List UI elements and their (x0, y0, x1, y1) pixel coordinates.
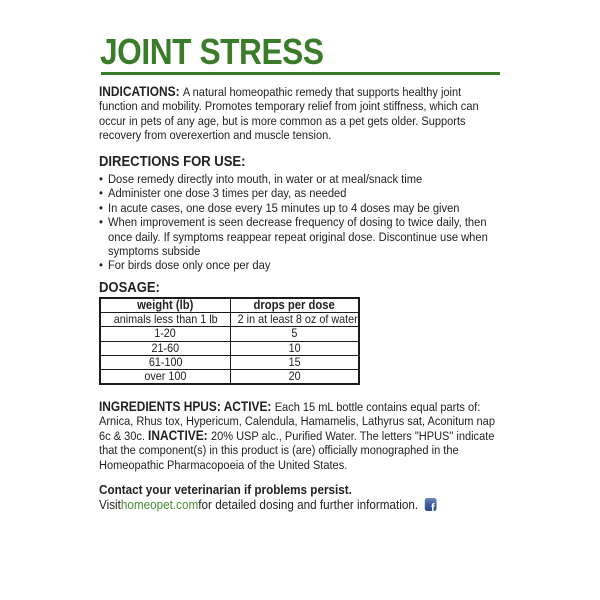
dosage-table (99, 297, 360, 385)
facebook-icon[interactable] (424, 498, 436, 511)
table-header-row (100, 298, 359, 313)
page-title-text: JOINT STRESS (100, 31, 324, 72)
direction-item-text: Administer one dose 3 times per day, as needed (108, 186, 347, 201)
table-header-weight: weight (lb) (100, 298, 230, 313)
direction-item-text: In acute cases, one dose every 15 minutes up to 4 doses may be given (108, 200, 460, 215)
table-header-drops: drops per dose (230, 298, 359, 313)
directions-heading: DIRECTIONS FOR USE: (99, 154, 246, 170)
table-cell-drops: 20 (230, 369, 359, 384)
table-cell-drops: 2 in at least 8 oz of water (230, 313, 359, 327)
table-row (100, 313, 359, 327)
bullet-icon: • (99, 215, 103, 230)
indications-text: A natural homeopathic remedy that supports healthy joint function and mobility. Promotes temporary relief from joint stiffness, which can occur in pets of any age, but is more common as a pet gets older. Supports recovery from overexertion and muscle tension. (99, 85, 479, 143)
page-title (100, 33, 354, 71)
table-row (100, 369, 359, 384)
table-cell-drops: 10 (230, 341, 359, 355)
table-row (100, 341, 359, 355)
ingredients-active-text: Each 15 mL bottle contains equal parts of: Arnica, Rhus tox, Hypericum, Calendula, Hamamelis, Lathyrus sat, Aconitum nap 6c & 30c. (99, 400, 495, 443)
direction-item (99, 172, 495, 186)
bullet-icon: • (99, 258, 103, 273)
bullet-icon: • (99, 200, 103, 215)
ingredients-active-label: INGREDIENTS HPUS: ACTIVE: (99, 399, 275, 414)
direction-item-text: When improvement is seen decrease frequency of dosing to twice daily, then once daily. If symptoms reappear repeat original dose. Discontinue use when symptoms subside (108, 215, 488, 259)
direction-item-text: Dose remedy directly into mouth, in water or at meal/snack time (108, 172, 423, 186)
facebook-f-glyph: f (431, 501, 435, 511)
table-cell-drops: 5 (230, 327, 359, 341)
direction-item (99, 215, 495, 258)
table-cell-weight: 1-20 (100, 327, 230, 341)
homeopet-link[interactable]: homeopet.com (120, 497, 199, 512)
table-cell-weight: over 100 (100, 369, 230, 384)
contact-note: Contact your veterinarian if problems persist. (99, 482, 352, 497)
visit-line (99, 497, 474, 512)
visit-suffix: for detailed dosing and further information. (198, 497, 419, 512)
table-row (100, 355, 359, 369)
ingredients-inactive-label: INACTIVE: (148, 427, 211, 443)
table-cell-weight: animals less than 1 lb (100, 313, 230, 327)
directions-list (99, 172, 495, 273)
bullet-icon: • (99, 186, 103, 201)
ingredients-inactive-text: 20% USP alc., Purified Water. The letters "HPUS" indicate that the component(s) in this product is (are) officially monographed in the Homeopathic Pharmacopoeia of the United States. (99, 428, 495, 472)
indications-section (99, 85, 501, 143)
direction-item (99, 186, 495, 200)
table-cell-weight: 61-100 (100, 355, 230, 369)
indications-label: INDICATIONS: (99, 84, 183, 99)
direction-item (99, 201, 495, 215)
title-underline (101, 72, 500, 75)
direction-item-text: For birds dose only once per day (108, 258, 271, 273)
bullet-icon: • (99, 172, 103, 186)
direction-item (99, 258, 495, 272)
table-cell-drops: 15 (230, 355, 359, 369)
dosage-heading: DOSAGE: (99, 280, 160, 296)
ingredients-section (99, 400, 501, 472)
table-row (100, 327, 359, 341)
visit-prefix: Visit (99, 497, 121, 512)
table-cell-weight: 21-60 (100, 341, 230, 355)
